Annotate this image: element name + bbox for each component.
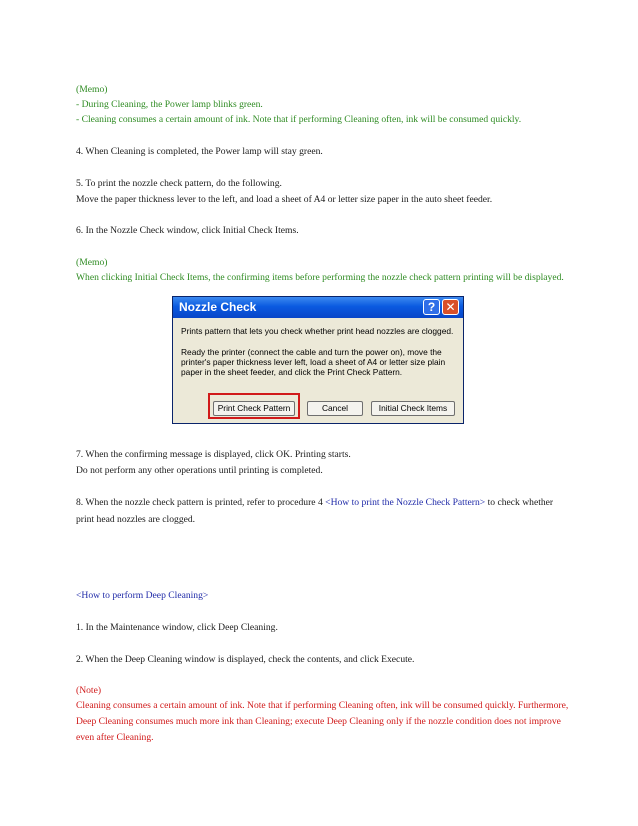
note-line-1: Cleaning consumes a certain amount of ink. Note that if performing Cleaning often, ink will be consumed quickly. Furthermore,	[76, 700, 569, 711]
memo-label: (Memo)	[76, 84, 108, 95]
initial-check-items-button[interactable]: Initial Check Items	[371, 401, 455, 416]
help-icon[interactable]: ?	[423, 299, 440, 315]
dialog-title: Nozzle Check	[179, 300, 257, 314]
deep-step-2: 2. When the Deep Cleaning window is displayed, check the contents, and click Execute.	[76, 654, 415, 665]
note-line-2: Deep Cleaning consumes much more ink than Cleaning; execute Deep Cleaning only if the nozzle condition does not improve	[76, 716, 561, 727]
step-8-prefix: 8. When the nozzle check pattern is printed, refer to procedure 4	[76, 497, 326, 508]
step-5-line-2: Move the paper thickness lever to the left, and load a sheet of A4 or letter size paper in the auto sheet feeder.	[76, 194, 493, 205]
memo-line-2: - Cleaning consumes a certain amount of ink. Note that if performing Cleaning often, ink will be consumed quickly.	[76, 114, 522, 125]
close-icon[interactable]: ✕	[442, 299, 459, 315]
nozzle-check-pattern-link[interactable]: <How to print the Nozzle Check Pattern>	[325, 497, 486, 508]
dialog-description: Prints pattern that lets you check whether print head nozzles are clogged.	[181, 326, 454, 336]
step-6: 6. In the Nozzle Check window, click Initial Check Items.	[76, 225, 299, 236]
step-8-suffix: to check whether	[485, 497, 554, 508]
note-line-3: even after Cleaning.	[76, 732, 154, 743]
deep-step-1: 1. In the Maintenance window, click Deep Cleaning.	[76, 622, 278, 633]
step-8-line-2: print head nozzles are clogged.	[76, 514, 196, 525]
cancel-button[interactable]: Cancel	[307, 401, 363, 416]
step-7-line-2: Do not perform any other operations until printing is completed.	[76, 465, 323, 476]
step-7-line-1: 7. When the confirming message is displayed, click OK. Printing starts.	[76, 449, 351, 460]
memo-2-text: When clicking Initial Check Items, the confirming items before performing the nozzle check pattern printing will be displayed.	[76, 272, 564, 283]
dialog-instruction-3: paper in the sheet feeder, and click the Print Check Pattern.	[181, 367, 403, 377]
step-5-line-1: 5. To print the nozzle check pattern, do the following.	[76, 178, 282, 189]
step-8-line-1	[76, 497, 553, 509]
step-4: 4. When Cleaning is completed, the Power lamp will stay green.	[76, 146, 323, 157]
print-check-pattern-button[interactable]: Print Check Pattern	[213, 401, 295, 416]
memo-2-label: (Memo)	[76, 257, 108, 268]
deep-cleaning-heading[interactable]: <How to perform Deep Cleaning>	[76, 590, 209, 601]
memo-line-1: - During Cleaning, the Power lamp blinks green.	[76, 99, 263, 110]
print-button-highlight	[208, 393, 300, 419]
note-label: (Note)	[76, 685, 102, 696]
dialog-titlebar	[173, 297, 463, 318]
dialog-instruction-1: Ready the printer (connect the cable and turn the power on), move the	[181, 347, 442, 357]
dialog-instruction-2: printer's paper thickness lever left, load a sheet of A4 or letter size plain	[181, 357, 446, 367]
